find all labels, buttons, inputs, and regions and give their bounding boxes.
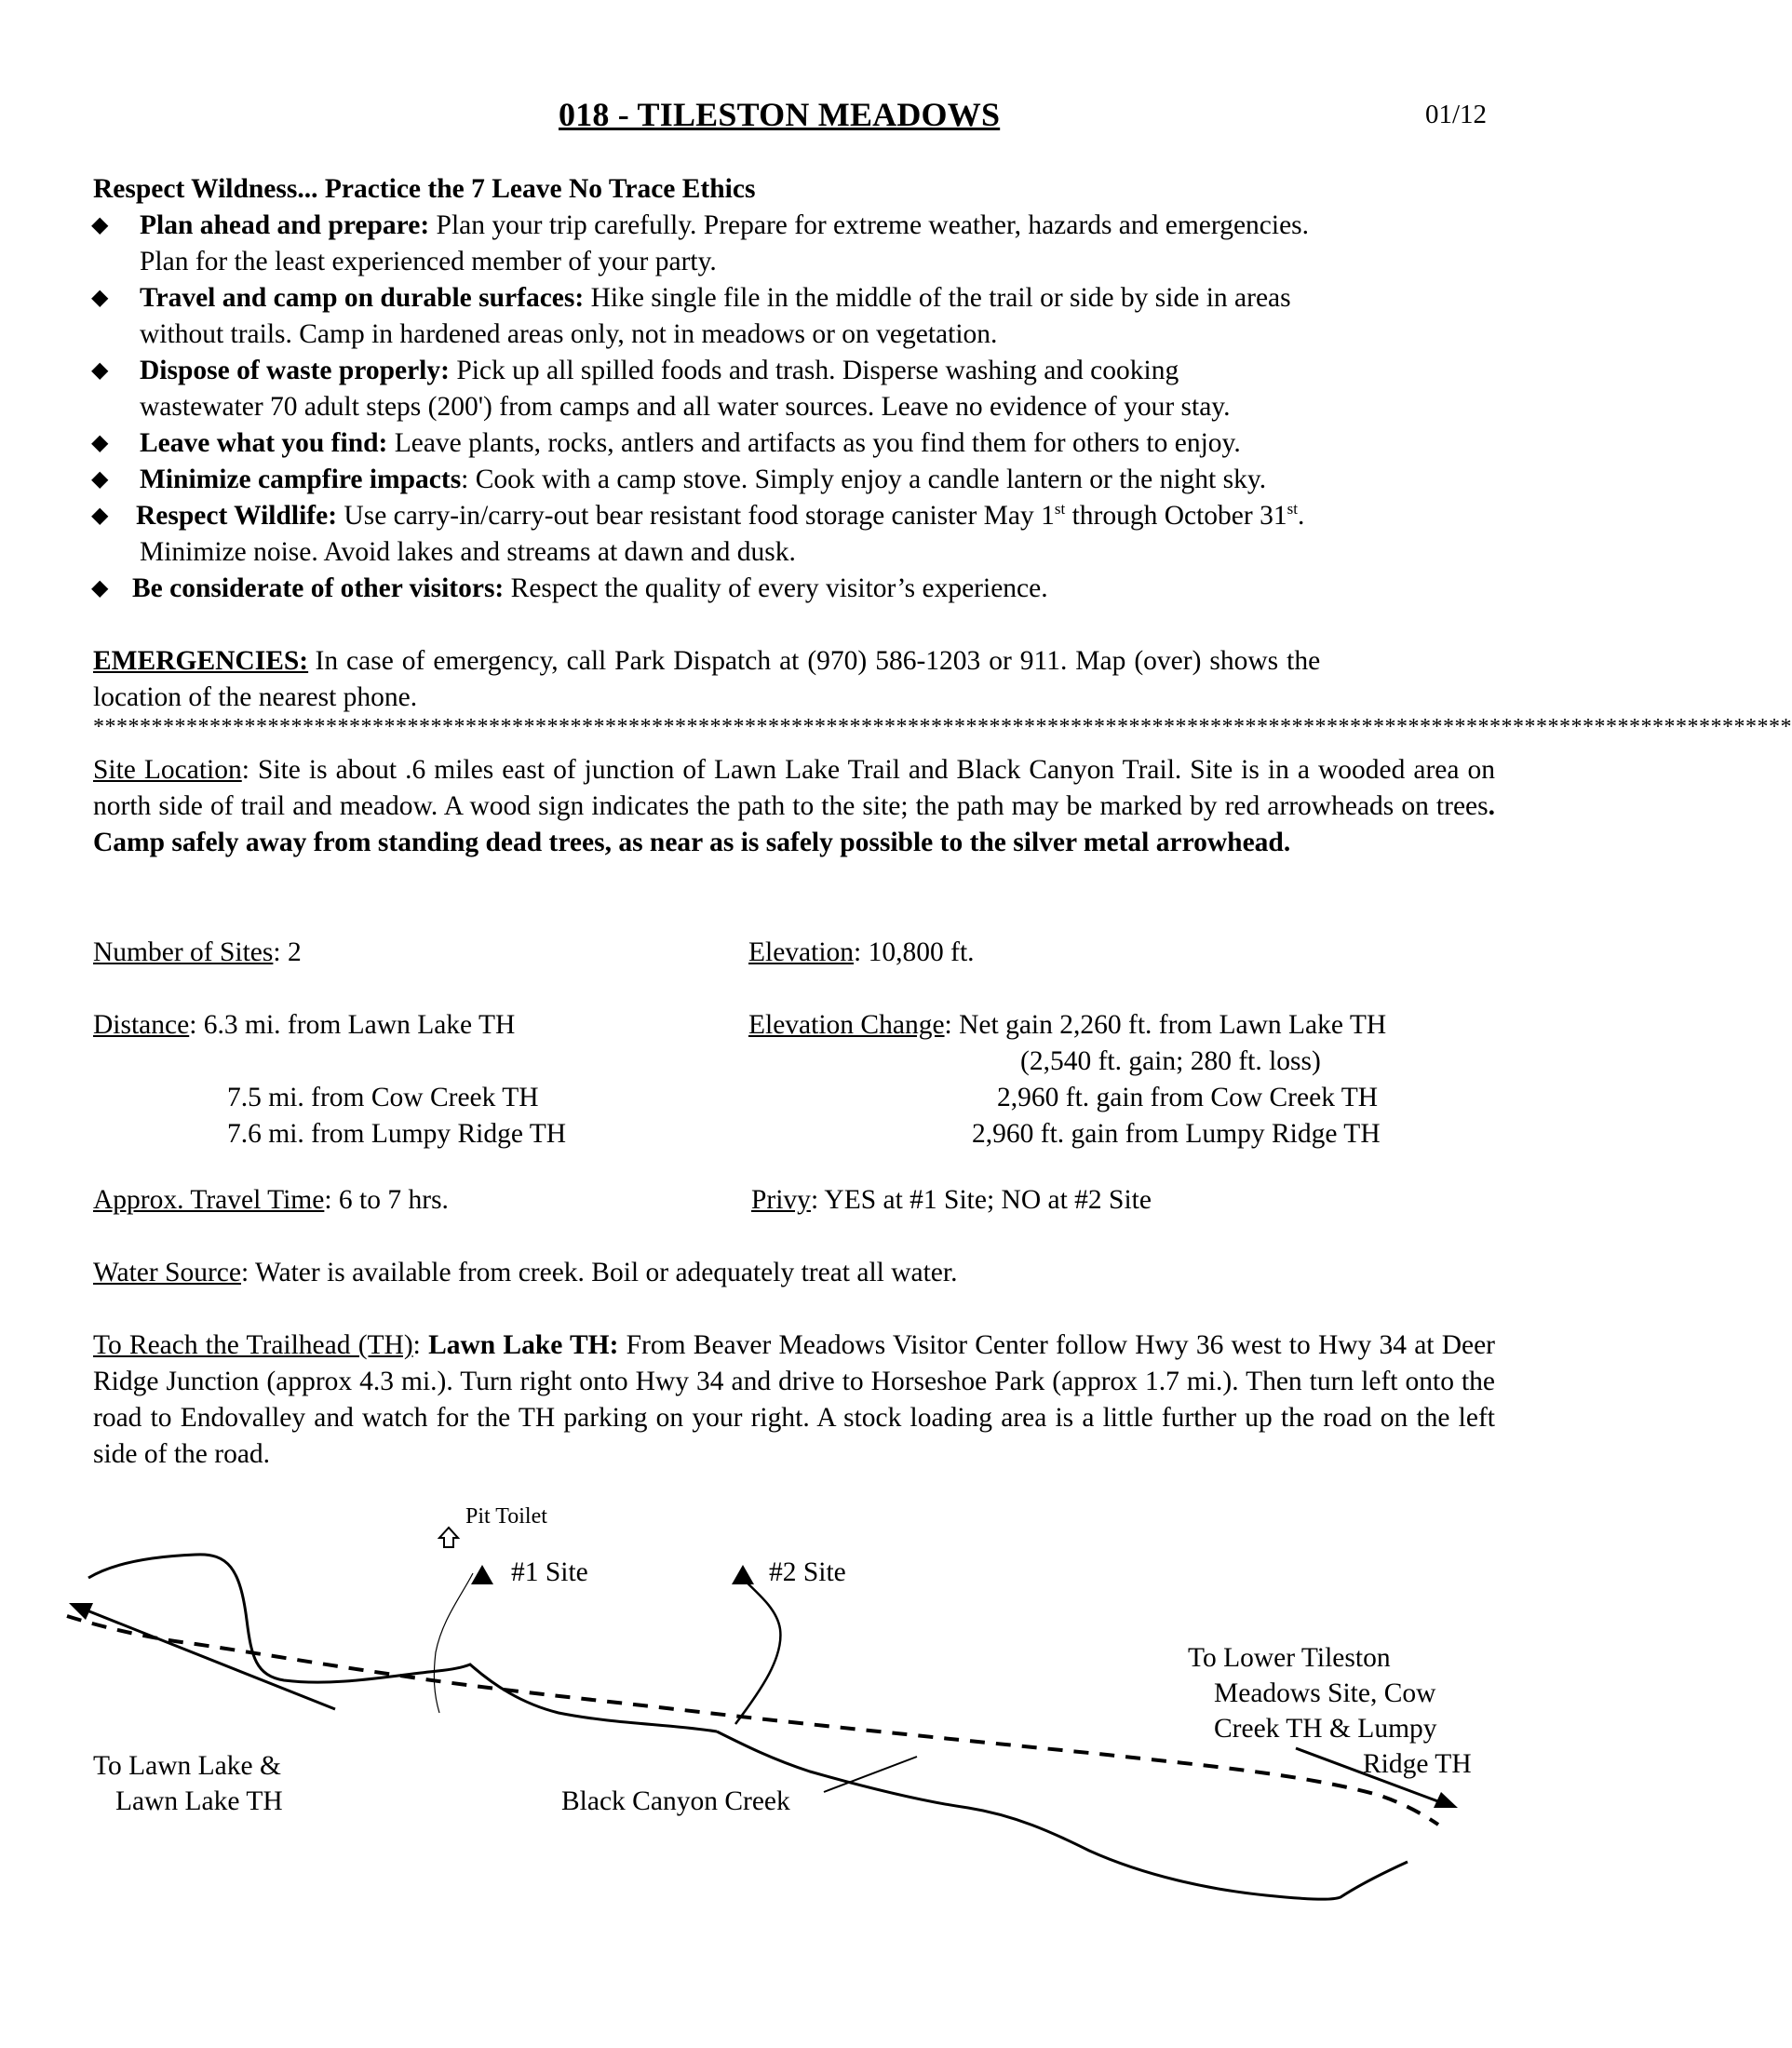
diamond-bullet-icon: ◆ [91,431,109,455]
privy [751,1182,1152,1219]
travel-time-label: Approx. Travel Time [93,1185,325,1215]
elevation-value: : 10,800 ft. [854,937,975,967]
diamond-bullet-icon: ◆ [91,358,109,383]
lnt-item-text: without trails. Camp in hardened areas only, not in meadows or on vegetation. [140,319,998,349]
arrow-lawn-lake-line [80,1608,335,1709]
site-location-paragraph [93,752,1495,861]
elevation-change [748,1007,1386,1044]
emergencies-line [93,643,1320,680]
lower-tileston-label: Meadows Site, Cow [1214,1678,1436,1708]
elevation-label: Elevation [748,937,855,967]
creek-line [717,1731,1408,1899]
trailhead-directions: From Beaver Meadows Visitor Center follow Hwy 36 west to Hwy 34 at Deer Ridge Junction (approx 4.3 mi.). Turn right onto Hwy 34 and drive to Horseshoe Park (approx 1.7 mi.). Then turn left onto the road to Endovalley and watch for the TH parking on your right. A stock loading area is a little further up the road on the left side of the road. [93,1330,1496,1469]
pit-toilet-icon [439,1528,458,1547]
elevation-change-label: Elevation Change [748,1010,945,1040]
lawn-lake-label: To Lawn Lake & [93,1751,281,1781]
emergencies-label: EMERGENCIES: [93,646,309,676]
lnt-item-lead: Respect Wildlife: [136,501,338,531]
lnt-item-lead: Be considerate of other visitors: [132,573,505,603]
lower-tileston-label: Creek TH & Lumpy [1214,1714,1437,1744]
trailhead-colon: : [412,1330,429,1360]
site-location-label: Site Location [93,755,242,785]
privy-value: : YES at #1 Site; NO at #2 Site [810,1185,1152,1215]
pit-toilet-label: Pit Toilet [465,1504,547,1529]
site1-tent-icon [471,1565,493,1584]
page-title: 018 - TILESTON MEADOWS [559,96,1001,133]
site2-label: #2 Site [769,1557,846,1587]
lower-tileston-label: To Lower Tileston [1188,1643,1391,1673]
site1-path [434,1573,473,1713]
lnt-item-text: wastewater 70 adult steps (200') from camps and all water sources. Leave no evidence of your stay. [140,392,1231,422]
distance-value: : 6.3 mi. from Lawn Lake TH [189,1010,516,1040]
diamond-bullet-icon: ◆ [91,467,109,492]
lnt-item-text: Plan for the least experienced member of your party. [140,247,717,276]
distance-label: Distance [93,1010,190,1040]
lnt-item-text: . [1297,501,1305,531]
site1-label: #1 Site [511,1557,588,1587]
site2-path [735,1579,780,1724]
distance-value: 7.5 mi. from Cow Creek TH [227,1083,539,1112]
lnt-item-lead: Travel and camp on durable surfaces: [140,283,585,313]
lnt-heading: Respect Wildness... Practice the 7 Leave No Trace Ethics [93,174,756,204]
site2-tent-icon [732,1565,754,1584]
lnt-item-text: Minimize noise. Avoid lakes and streams at dawn and dusk. [140,537,796,567]
ordinal-suffix: st [1054,500,1066,519]
elevation-change-value: : Net gain 2,260 ft. from Lawn Lake TH [944,1010,1387,1040]
emergencies-text-2: location of the nearest phone. [93,682,418,712]
water-source-label: Water Source [93,1258,241,1287]
diamond-bullet-icon: ◆ [91,286,109,310]
num-sites [93,935,302,971]
lower-tileston-label: Ridge TH [1363,1749,1472,1779]
diamond-bullet-icon: ◆ [91,213,109,237]
travel-time-value: : 6 to 7 hrs. [324,1185,449,1215]
lnt-item-lead: Leave what you find: [140,428,388,458]
lnt-item-text: Plan your trip carefully. Prepare for extreme weather, hazards and emergencies. [436,210,1310,240]
lnt-item-text: : Cook with a camp stove. Simply enjoy a candle lantern or the night sky. [461,465,1267,494]
distance-value: 7.6 mi. from Lumpy Ridge TH [227,1119,567,1149]
diamond-bullet-icon: ◆ [91,504,109,528]
trailhead-label: To Reach the Trailhead (TH) [93,1330,413,1360]
travel-time [93,1182,449,1219]
lnt-item-text: Hike single file in the middle of the trail or side by side in areas [590,283,1291,313]
num-sites-label: Number of Sites [93,937,274,967]
elevation-change-value: 2,960 ft. gain from Lumpy Ridge TH [972,1119,1381,1149]
revision-date: 01/12 [1425,100,1488,129]
lawn-lake-label: Lawn Lake TH [115,1786,283,1816]
water-source [93,1255,957,1291]
divider-stars: ************************************************************************************************************************************************** [93,715,1792,739]
trailhead-name: Lawn Lake TH: [428,1330,619,1360]
elevation-change-value: (2,540 ft. gain; 280 ft. loss) [1020,1046,1321,1076]
elevation [748,935,975,971]
lnt-item-text: Use carry-in/carry-out bear resistant food storage canister May 1 [344,501,1055,531]
lnt-item-text: through October 31 [1065,501,1287,531]
distance [93,1007,515,1044]
site-location-warning: . Camp safely away from standing dead trees, as near as is safely possible to the silver metal arrowhead. [93,791,1495,857]
water-source-value: : Water is available from creek. Boil or adequately treat all water. [240,1258,958,1287]
lnt-item-lead: Plan ahead and prepare: [140,210,430,240]
emergencies-text: In case of emergency, call Park Dispatch at (970) 586-1203 or 911. Map (over) shows the [315,646,1321,676]
trail-map [0,1480,1583,1964]
trailhead-paragraph [93,1327,1495,1473]
ordinal-suffix: st [1287,500,1298,519]
lnt-item-text: Pick up all spilled foods and trash. Disperse washing and cooking [456,356,1179,385]
creek-label: Black Canyon Creek [561,1786,790,1816]
privy-label: Privy [751,1185,811,1215]
diamond-bullet-icon: ◆ [91,576,109,600]
lnt-item-text: Respect the quality of every visitor’s experience. [510,573,1048,603]
lnt-item-lead: Dispose of waste properly: [140,356,450,385]
elevation-change-value: 2,960 ft. gain from Cow Creek TH [997,1083,1379,1112]
site-location-text: : Site is about .6 miles east of junction of Lawn Lake Trail and Black Canyon Trail. Site is in a wooded area on north side of trail and meadow. A wood sign indicates the path to the site; the path may be marked by red arrowheads on trees [93,755,1495,821]
lnt-item-lead: Minimize campfire impacts [140,465,462,494]
num-sites-value: : 2 [273,937,302,967]
lnt-item-text: Leave plants, rocks, antlers and artifacts as you find them for others to enjoy. [394,428,1241,458]
